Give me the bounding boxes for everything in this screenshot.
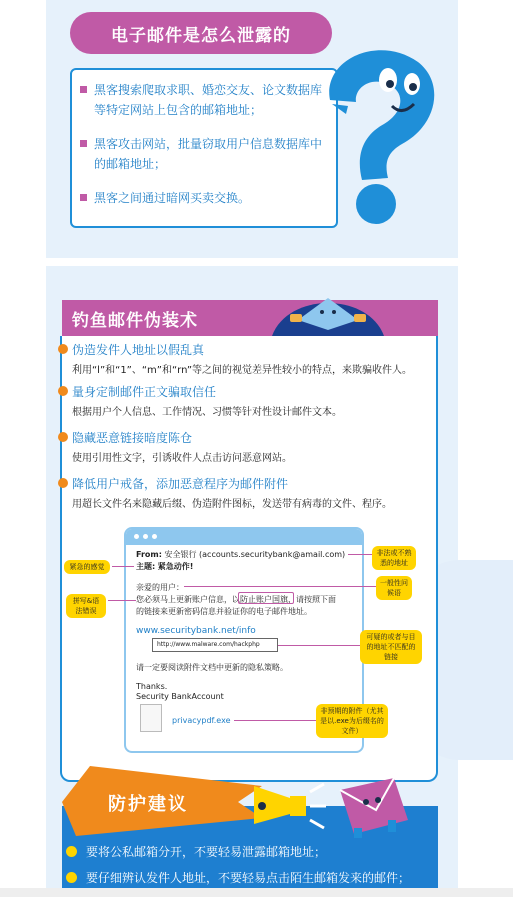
callout-unfamiliar: 非法或不熟悉的地址 [372,546,416,570]
callout-generic: 一般性问候语 [376,576,412,600]
hover-url-tooltip: http://www.malware.com/hackphp [152,638,278,652]
orange-dot-icon [58,432,68,442]
leak-reason-item: 黑客攻击网站，批量窃取用户信息数据库中的邮箱地址； [80,134,330,174]
megaphone-icon [248,772,328,832]
callout-pointer-line [278,645,360,646]
window-dot-icon [134,534,139,539]
leak-reasons-box [70,68,338,228]
window-dot-icon [143,534,148,539]
protection-advice-item: 要仔细辨认发件人地址，不要轻易点击陌生邮箱发来的邮件； [86,871,411,885]
pink-square-bullet-icon [80,86,87,93]
yellow-dot-icon [66,872,77,883]
protection-section-title: 防护建议 [108,794,188,815]
email-from-line: From: 安全银行 (accounts.securitybank@amail.com) [136,550,346,559]
leak-reason-item: 黑客之间通过暗网买卖交换。 [80,188,330,208]
orange-dot-icon [58,478,68,488]
pink-square-bullet-icon [80,140,87,147]
email-greeting: 亲爱的用户： [136,583,184,592]
leak-section-title: 电子邮件是怎么泄露的 [70,12,332,54]
callout-pointer-line [112,566,134,567]
email-subject-line: 主题: 紧急动作! [136,562,194,571]
pink-square-bullet-icon [80,194,87,201]
question-mark-mascot-icon [318,40,442,230]
typo-highlight [238,592,294,604]
page-bottom-edge [0,888,513,897]
email-body-line: 请一定要阅读附件文档中更新的隐私策略。 [136,663,288,672]
orange-dot-icon [58,344,68,354]
phishing-section-title: 钓鱼邮件伪装术 [72,311,198,331]
file-attachment-icon [140,704,162,732]
callout-urgent: 紧急的感觉 [64,560,110,574]
envelope-mascot-icon [268,284,388,340]
leak-reason-item: 黑客搜索爬取求职、婚恋交友、论文数据库等特定网站上包含的邮箱地址； [80,80,330,120]
email-attachment[interactable]: privacypdf.exe [172,716,231,725]
email-window-titlebar [126,529,362,545]
callout-pointer-line [108,600,136,601]
email-signature: Security BankAccount [136,692,224,701]
callout-pointer-line [184,586,376,587]
envelope-mascot-icon [336,776,416,838]
callout-pointer-line [234,720,316,721]
callout-mismatch: 可疑的或者与目的地址不匹配的链接 [360,630,422,664]
email-body-line: 您必须马上更新账户信息，以防止账户国旗，请按照下面 [136,595,336,604]
email-body-line: 的链接来更新密码信息并验证你的电子邮件地址。 [136,607,312,616]
callout-typo: 拼写&语法错误 [66,594,106,618]
yellow-dot-icon [66,846,77,857]
email-link[interactable]: www.securitybank.net/info [136,626,256,636]
callout-pointer-line [348,554,372,555]
window-dot-icon [152,534,157,539]
protection-advice-item: 要将公私邮箱分开，不要轻易泄露邮箱地址； [86,845,327,859]
email-thanks: Thanks. [136,682,168,691]
orange-dot-icon [58,386,68,396]
callout-attachment: 非预期的附件（尤其是以.exe为后缀名的文件） [316,704,388,738]
